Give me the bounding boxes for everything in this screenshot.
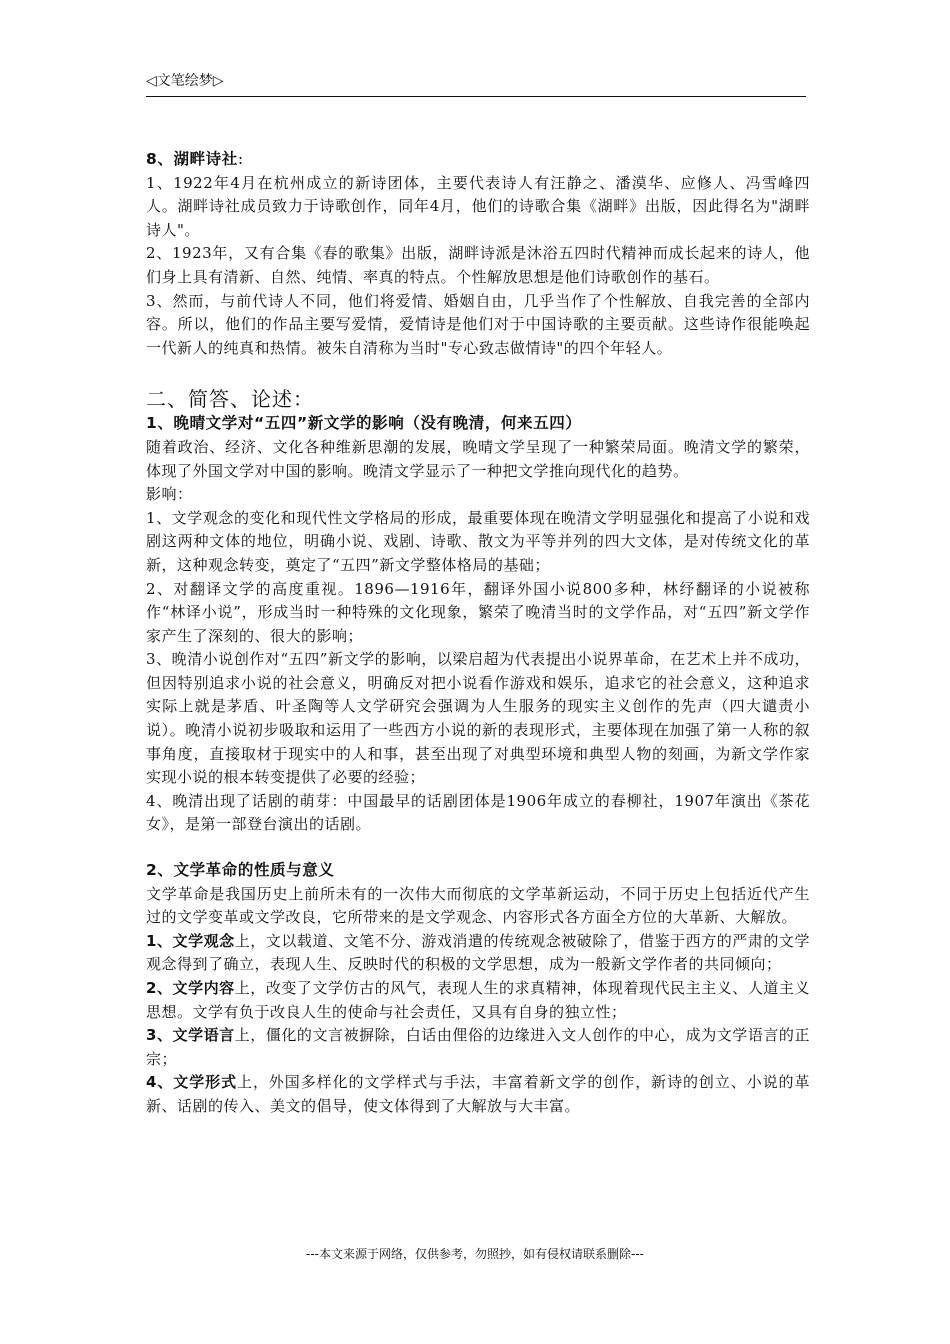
q2-point-2-text: 上，改变了文学仿古的风气，表现人生的求真精神，体现着现代民主主义、人道主义思想。文学有负于改良人生的使命与社会责任，又具有自身的独立性； xyxy=(146,979,810,1021)
q2-point-4 xyxy=(146,1071,810,1118)
spacer xyxy=(146,360,810,386)
document-body xyxy=(146,148,810,1119)
q2-intro: 文学革命是我国历史上前所未有的一次伟大而彻底的文学革新运动，不同于历史上包括近代产生过的文学变革或文学改良，它所带来的是文学观念、内容形式各方面全方位的大革新、大解放。 xyxy=(146,884,810,927)
q1-point-4: 4、晚清出现了话剧的萌芽：中国最早的话剧团体是1906年成立的春柳社，1907年演出《茶花女》，是第一部登台演出的话剧。 xyxy=(146,791,810,834)
q1-label: 影响： xyxy=(146,485,193,504)
header-rule xyxy=(146,96,806,97)
q1-intro: 随着政治、经济、文化各种维新思潮的发展，晚晴文学呈现了一种繁荣局面。晚清文学的繁荣，体现了外国文学对中国的影响。晚清文学显示了一种把文学推向现代化的趋势。 xyxy=(146,437,810,480)
section-8-colon: : xyxy=(237,150,244,168)
footer-disclaimer: ---本文来源于网络，仅供参考，勿照抄，如有侵权请联系删除--- xyxy=(306,1247,644,1261)
q1-heading: 1、晚晴文学对“五四”新文学的影响（没有晚清，何来五四） xyxy=(146,414,582,433)
section-8-para-2: 2、1923年，又有合集《春的歌集》出版，湖畔诗派是沐浴五四时代精神而成长起来的诗人，他们身上具有清新、自然、纯情、率真的特点。个性解放思想是他们诗歌创作的基石。 xyxy=(146,244,810,286)
q2-point-1-text: 上，文以载道、文笔不分、游戏消遣的传统观念被破除了，借鉴于西方的严肃的文学观念得到了确立，表现人生、反映时代的积极的文学思想，成为一般新文学作者的共同倾向； xyxy=(146,931,810,974)
section-8-para-1: 1、1922年4月在杭州成立的新诗团体，主要代表诗人有汪静之、潘漠华、应修人、冯雪峰四人。湖畔诗社成员致力于诗歌创作，同年4月，他们的诗歌合集《湖畔》出版，因此得名为"湖畔诗人"。 xyxy=(146,173,810,239)
q2-heading: 2、文学革命的性质与意义 xyxy=(146,861,335,880)
q2-point-1-label: 1、文学观念 xyxy=(146,931,235,950)
q2-point-2-label: 2、文学内容 xyxy=(146,979,235,997)
section-8-title: 8、湖畔诗社 xyxy=(146,150,238,168)
q1-point-3: 3、晚清小说创作对“五四”新文学的影响，以梁启超为代表提出小说界革命，在艺术上并不成功，但因特别追求小说的社会意义，明确反对把小说看作游戏和娱乐，追求它的社会意义，这种追求实际上就是茅盾、叶圣陶等人文学研究会强调为人生服务的现实主义创作的先声（四大谴责小说）。晚清小说初步吸取和运用了一些西方小说的新的表现形式，主要体现在加强了第一人称的叙事角度，直接取材于现实中的人和事，甚至出现了对典型环境和典型人物的刻画，为新文学作家实现小说的根本转变提供了必要的经验； xyxy=(146,650,810,787)
q2-point-3 xyxy=(146,1024,810,1071)
header-title: ◁文笔绘梦▷ xyxy=(146,73,224,89)
q2-point-3-text: 上，僵化的文言被摒除，白话由俚俗的边缘进入文人创作的中心，成为文学语言的正宗； xyxy=(146,1026,810,1068)
q1-point-2: 2、对翻译文学的高度重视。1896—1916年，翻译外国小说800多种，林纾翻译的小说被称作“林译小说”，形成当时一种特殊的文化现象，繁荣了晚清当时的文学作品，对“五四”新文学作家产生了深刻的、很大的影响； xyxy=(146,579,810,645)
q2-point-4-label: 4、文学形式 xyxy=(146,1073,238,1092)
q2-point-2 xyxy=(146,977,810,1024)
section-8-heading xyxy=(146,148,810,172)
part-2-title: 二、简答、论述： xyxy=(146,387,314,412)
q2-point-1 xyxy=(146,930,810,977)
q1-point-1: 1、文学观念的变化和现代性文学格局的形成，最重要体现在晚清文学明显强化和提高了小说和戏剧这两种文体的地位，明确小说、戏剧、诗歌、散文为平等并列的四大文体，是对传统文化的革新，这种观念转变，奠定了“五四”新文学整体格局的基础； xyxy=(146,508,810,574)
q2-point-3-label: 3、文学语言 xyxy=(146,1026,235,1045)
spacer xyxy=(146,837,810,859)
q2-point-4-text: 上，外国多样化的文学样式与手法，丰富着新文学的创作，新诗的创立、小说的革新、话剧的传入、美文的倡导，使文体得到了大解放与大丰富。 xyxy=(146,1073,810,1115)
section-8-para-3: 3、然而，与前代诗人不同，他们将爱情、婚姻自由，几乎当作了个性解放、自我完善的全部内容。所以，他们的作品主要写爱情，爱情诗是他们对于中国诗歌的主要贡献。这些诗作很能唤起一代新人的纯真和热情。被朱自清称为当时"专心致志做情诗"的四个年轻人。 xyxy=(146,291,810,357)
